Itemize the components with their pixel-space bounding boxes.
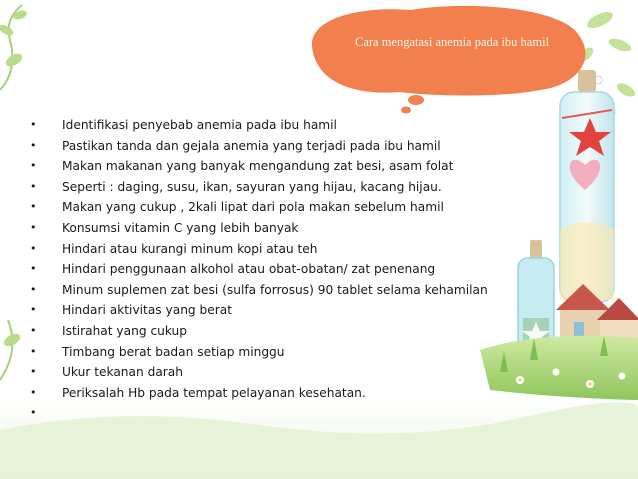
- bullet-icon: •: [30, 118, 37, 131]
- callout-bubble: [312, 6, 585, 114]
- bullet-icon: •: [30, 406, 37, 420]
- bullet-icon: •: [30, 344, 37, 358]
- bullet-icon: •: [30, 138, 37, 152]
- bullet-icon: •: [30, 159, 37, 173]
- slide: Cara mengatasi anemia pada ibu hamil • Identifikasi penyebab anemia pada ibu hamil • Pastikan tanda dan gejala anemia yang terjadi pada ibu hamil • Makan makanan yang banyak mengandung zat besi, asam folat • Seperti : daging, susu, ikan, sayuran yang hijau, kacang hijau. • Makan yang cukup , 2kali lipat dari pola makan sebelum hamil • Konsumsi vitamin C yang lebih banyak • Hindari atau kurangi minum kopi atau teh • Hindari penggunaan alkohol atau obat-obatan/ zat penenang • Minum suplemen zat besi (sulfa forrosus) 90 tablet selama kehamilan • Hindari aktivitas yang berat • Istirahat yang cukup • Timbang berat badan setiap minggu • Ukur tekanan darah • Periksalah Hb pada tempat pelayanan kesehatan. •: [0, 0, 638, 479]
- bullet-icon: •: [30, 365, 37, 379]
- callout-text: Cara mengatasi anemia pada ibu hamil: [354, 35, 550, 49]
- bullet-icon: •: [30, 385, 37, 399]
- bottle-decoration: [560, 70, 614, 302]
- bullet-icon: •: [30, 241, 37, 255]
- bullet-icon: •: [30, 179, 37, 193]
- bullet-icon: •: [30, 323, 37, 337]
- bullet-icon: •: [30, 282, 37, 296]
- bullet-icon: •: [30, 220, 37, 234]
- bullet-icon: •: [30, 200, 37, 214]
- bullet-icon: •: [30, 303, 37, 317]
- bullet-icon: •: [30, 262, 37, 276]
